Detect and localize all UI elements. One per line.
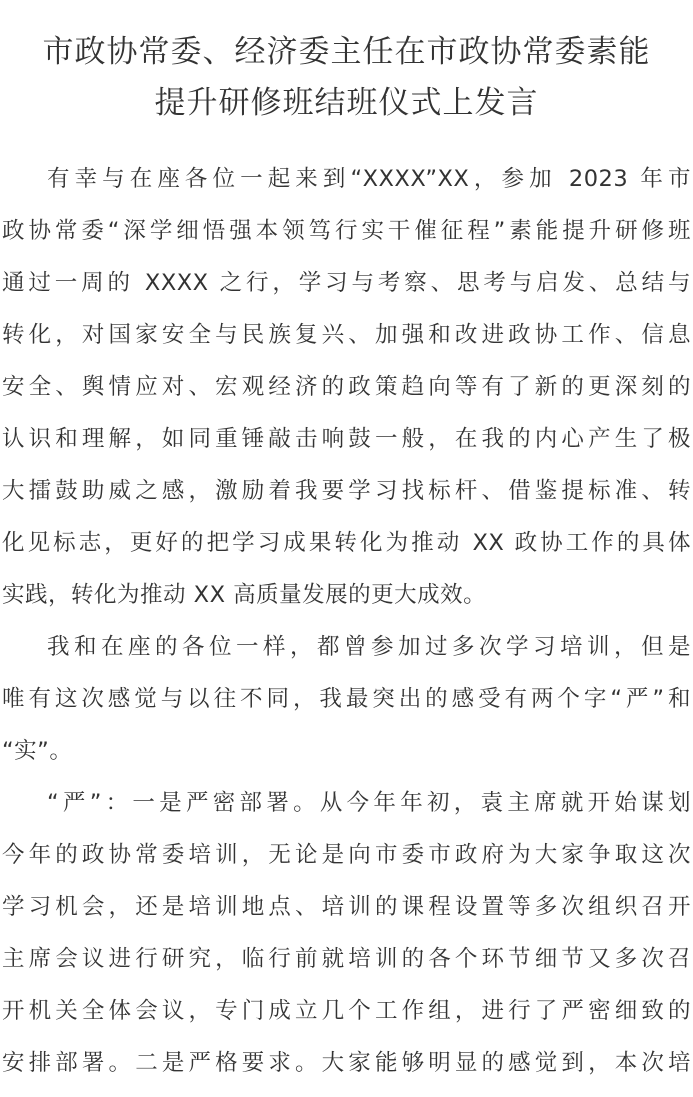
text-line: 有幸与在座各位一起来到“XXXX”XX，参加 2023 年市 [47,166,691,192]
text-line: 我和在座的各位一样，都曾参加过多次学习培训，但是 [47,634,691,660]
article-title-line: 市政协常委、经济委主任在市政协常委素能 [42,34,651,70]
text-line: 今年的政协常委培训，无论是向市委市政府为大家争取这次 [2,842,691,868]
paragraph-2 [2,621,691,777]
text-line: 学习机会，还是培训地点、培训的课程设置等多次组织召开 [2,894,691,920]
article-body [0,153,693,1089]
text-line: 大擂鼓助威之感，激励着我要学习找标杆、借鉴提标准、转 [2,478,691,504]
article-title-line: 提升研修班结班仪式上发言 [154,85,539,121]
text-line: 开机关全体会议，专门成立几个工作组，进行了严密细致的 [2,998,691,1024]
article-title [0,0,693,129]
text-line: 转化，对国家安全与民族复兴、加强和改进政协工作、信息 [2,322,691,348]
text-line: “严”：一是严密部署。从今年年初，袁主席就开始谋划 [47,790,691,816]
text-line: 唯有这次感觉与以往不同，我最突出的感受有两个字“严”和 [2,686,691,712]
text-line: 认识和理解，如同重锤敲击响鼓一般，在我的内心产生了极 [2,426,691,452]
text-line: “实”。 [2,738,73,764]
text-line: 通过一周的 XXXX 之行，学习与考察、思考与启发、总结与 [2,270,691,296]
text-line: 安全、舆情应对、宏观经济的政策趋向等有了新的更深刻的 [2,374,691,400]
paragraph-1 [2,153,691,621]
text-line: 政协常委“深学细悟强本领笃行实干催征程”素能提升研修班 [2,218,691,244]
paragraph-3 [2,777,691,1089]
text-line: 安排部署。二是严格要求。大家能够明显的感觉到，本次培 [2,1050,691,1076]
text-line: 实践，转化为推动 XX 高质量发展的更大成效。 [2,582,487,608]
text-line: 主席会议进行研究，临行前就培训的各个环节细节又多次召 [2,946,691,972]
text-line: 化见标志，更好的把学习成果转化为推动 XX 政协工作的具体 [2,530,691,556]
